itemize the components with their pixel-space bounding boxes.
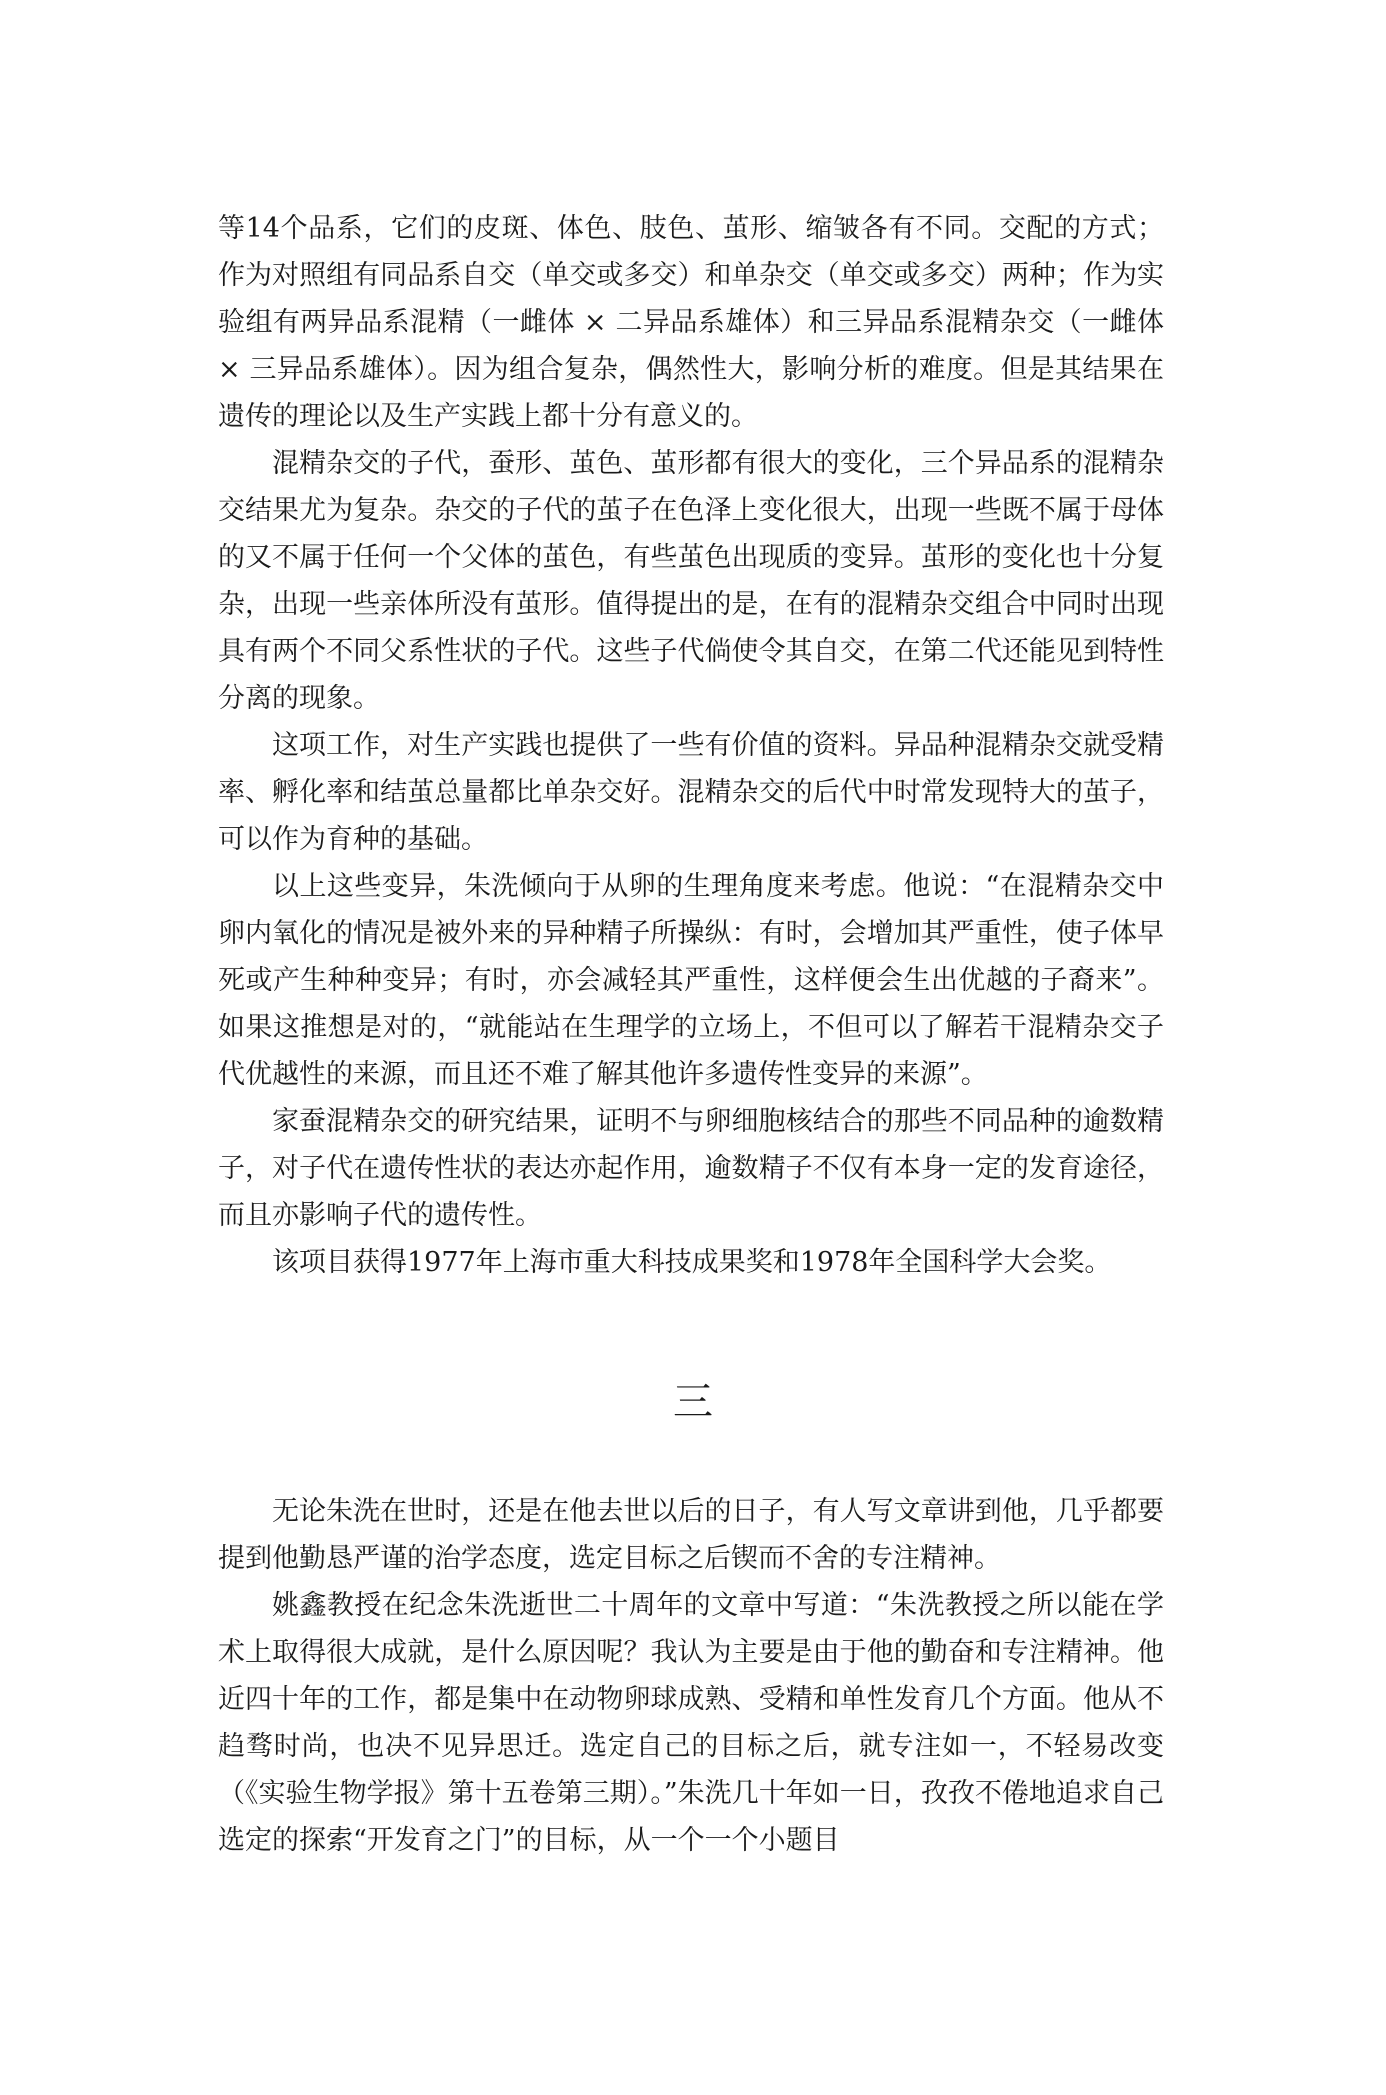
section-heading: 三 [673, 1379, 713, 1425]
paragraph-7: 无论朱洗在世时，还是在他去世以后的日子，有人写文章讲到他，几乎都要提到他勤恳严谨的治学态度，选定目标之后锲而不舍的专注精神。 [218, 1496, 1164, 1574]
bottom-text-block [218, 1488, 1164, 1864]
top-text-block [218, 205, 1164, 1286]
paragraph-1: 等14个品系，它们的皮斑、体色、肢色、茧形、缩皱各有不同。交配的方式；作为对照组有同品系自交（单交或多交）和单杂交（单交或多交）两种；作为实验组有两异品系混精（一雌体 × 二异品系雄体）和三异品系混精杂交（一雌体 × 三异品系雄体）。因为组合复杂，偶然性大，影响分析的难度。但是其结果在遗传的理论以及生产实践上都十分有意义的。 [218, 213, 1164, 432]
paragraph-8: 姚鑫教授在纪念朱洗逝世二十周年的文章中写道：“朱洗教授之所以能在学术上取得很大成就，是什么原因呢？我认为主要是由于他的勤奋和专注精神。他近四十年的工作，都是集中在动物卵球成熟、受精和单性发育几个方面。他从不趋骛时尚，也决不见异思迁。选定自己的目标之后，就专注如一，不轻易改变（《实验生物学报》第十五卷第三期）。”朱洗几十年如一日，孜孜不倦地追求自己选定的探索“开发育之门”的目标，从一个一个小题目 [218, 1590, 1164, 1856]
paragraph-6: 该项目获得1977年上海市重大科技成果奖和1978年全国科学大会奖。 [272, 1247, 1112, 1278]
paragraph-5: 家蚕混精杂交的研究结果，证明不与卵细胞核结合的那些不同品种的逾数精子，对子代在遗传性状的表达亦起作用，逾数精子不仅有本身一定的发育途径，而且亦影响子代的遗传性。 [218, 1106, 1164, 1231]
paragraph-4: 以上这些变异，朱洗倾向于从卵的生理角度来考虑。他说：“在混精杂交中卵内氧化的情况是被外来的异种精子所操纵：有时，会增加其严重性，使子体早死或产生种种变异；有时，亦会减轻其严重性，这样便会生出优越的子裔来”。如果这推想是对的，“就能站在生理学的立场上，不但可以了解若干混精杂交子代优越性的来源，而且还不难了解其他许多遗传性变异的来源”。 [218, 871, 1164, 1090]
paragraph-3: 这项工作，对生产实践也提供了一些有价值的资料。异品种混精杂交就受精率、孵化率和结茧总量都比单杂交好。混精杂交的后代中时常发现特大的茧子，可以作为育种的基础。 [218, 730, 1164, 855]
paragraph-2: 混精杂交的子代，蚕形、茧色、茧形都有很大的变化，三个异品系的混精杂交结果尤为复杂。杂交的子代的茧子在色泽上变化很大，出现一些既不属于母体的又不属于任何一个父体的茧色，有些茧色出现质的变异。茧形的变化也十分复杂，出现一些亲体所没有茧形。值得提出的是，在有的混精杂交组合中同时出现具有两个不同父系性状的子代。这些子代倘使令其自交，在第二代还能见到特性分离的现象。 [218, 448, 1164, 714]
